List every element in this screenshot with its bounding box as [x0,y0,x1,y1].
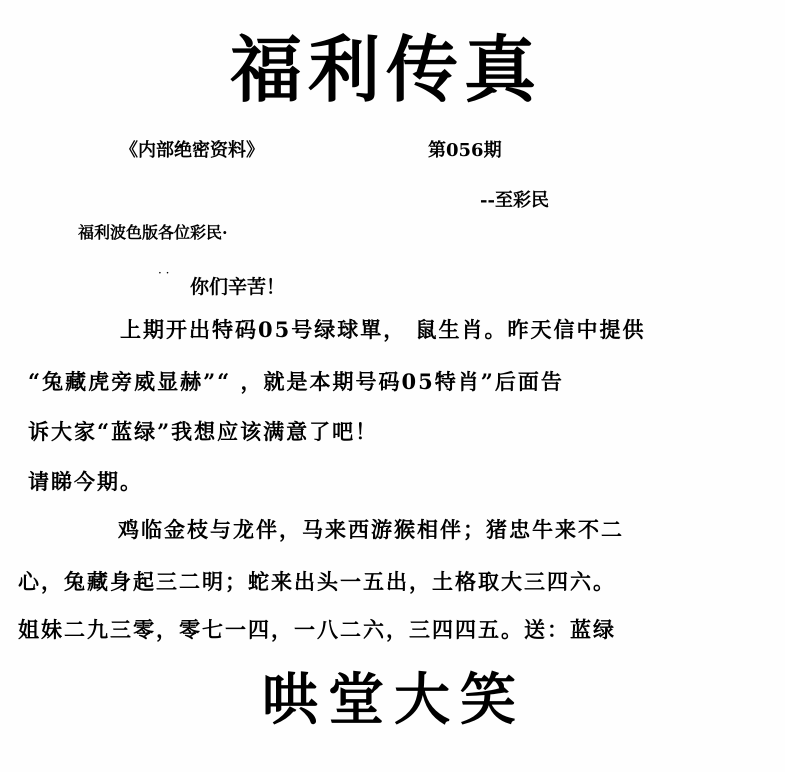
body-line-6: 心，兔藏身起三二明；蛇来出头一五出，土格取大三四六。 [18,569,616,594]
document-title: 福利传真 [230,27,543,112]
decorative-dots: · · [158,266,170,280]
greeting-line: 你们辛苦！ [190,276,286,298]
footer-title: 哄堂大笑 [262,667,526,733]
body-line-2: “兔藏虎旁威显赫”“ ，就是本期号码05特肖”后面告 [28,369,564,394]
body-line-5: 鸡临金枝与龙伴，马来西游猴相伴；猪忠牛来不二 [118,517,624,542]
confidential-subtitle: 《内部绝密资料》 [120,140,264,161]
body-line-3: 诉大家“蓝绿”我想应该满意了吧！ [28,419,379,444]
body-line-4: 请睇今期。 [28,469,143,494]
signature-line: --至彩民 [480,190,549,211]
body-line-1: 上期开出特码05号绿球單， 鼠生肖。昨天信中提供 [120,317,646,342]
issue-number: 第056期 [428,140,502,161]
greeting-recipient: 福利波色版各位彩民· [78,223,228,242]
body-line-7: 姐妹二九三零，零七一四，一八二六，三四四五。送：蓝绿 [18,617,616,642]
